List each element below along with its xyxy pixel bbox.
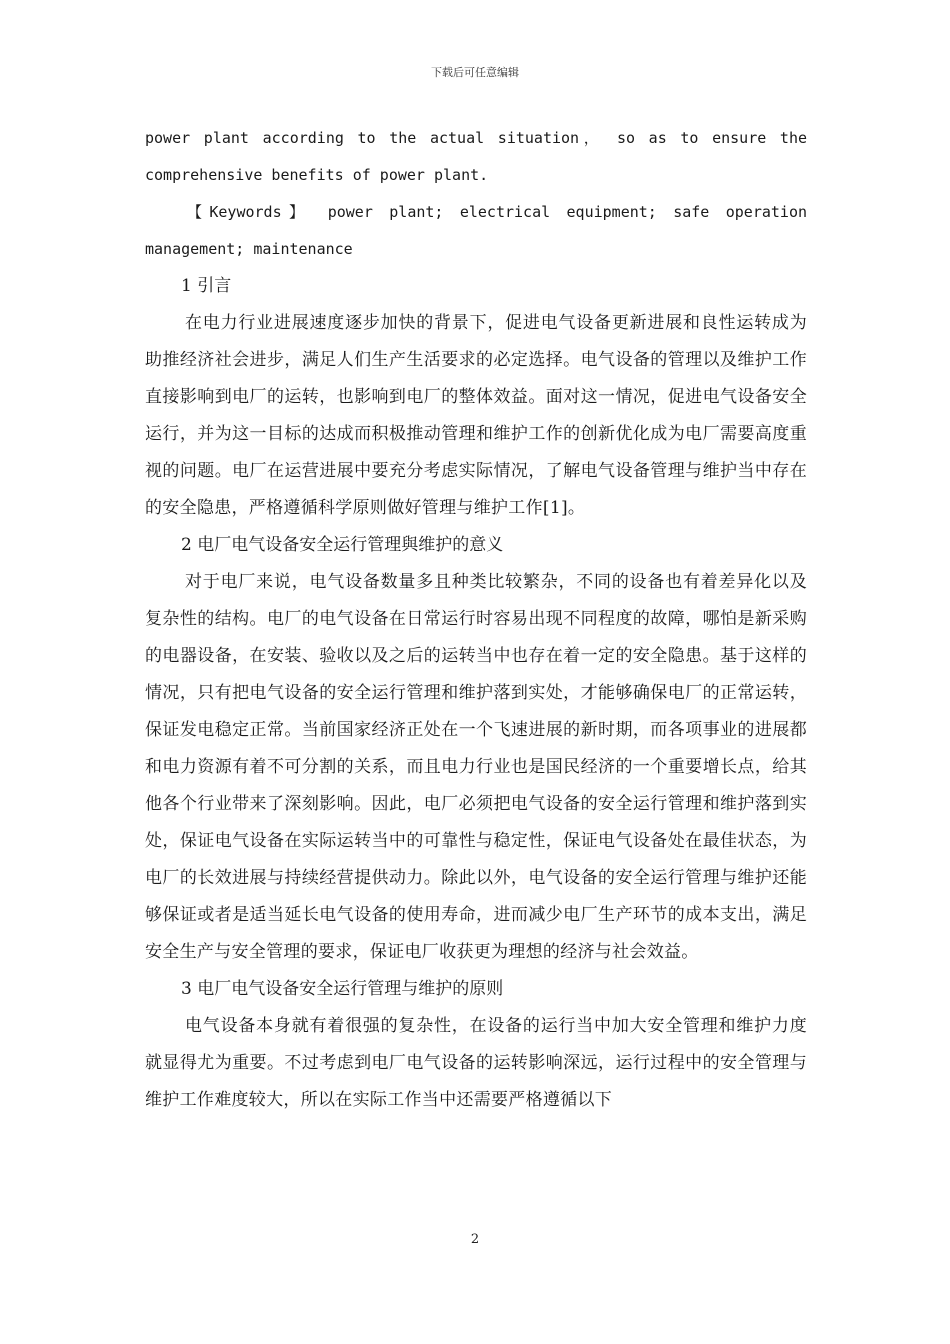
keywords-text: power plant; electrical equipment; safe operation management; maintenance (145, 203, 808, 258)
section-heading-3: 3 电厂电气设备安全运行管理与维护的原则 (181, 979, 504, 999)
keywords-label: 【Keywords】 (187, 203, 312, 221)
keywords-line (145, 194, 807, 268)
page-header: 下载后可任意编辑 (431, 66, 519, 79)
section-2-paragraph: 对于电厂来说，电气设备数量多且种类比较繁杂，不同的设备也有着差异化以及复杂性的结构。电厂的电气设备在日常运行时容易出现不同程度的故障，哪怕是新采购的电器设备，在安装、验收以及之后的运转当中也存在着一定的安全隐患。基于这样的情况，只有把电气设备的安全运行管理和维护落到实处，才能够确保电厂的正常运转，保证发电稳定正常。当前国家经济正处在一个飞速进展的新时期，而各项事业的进展都和电力资源有着不可分割的关系，而且电力行业也是国民经济的一个重要增长点，给其他各个行业带来了深刻影响。因此，电厂必须把电气设备的安全运行管理和维护落到实处，保证电气设备在实际运转当中的可靠性与稳定性，保证电气设备处在最佳状态，为电厂的长效进展与持续经营提供动力。除此以外，电气设备的安全运行管理与维护还能够保证或者是适当延长电气设备的使用寿命，进而减少电厂生产环节的成本支出，满足安全生产与安全管理的要求，保证电厂收获更为理想的经济与社会效益。 (145, 572, 807, 962)
section-heading-2: 2 电厂电气设备安全运行管理與维护的意义 (181, 535, 504, 555)
document-body (145, 120, 807, 1119)
abstract-tail: power plant according to the actual situation， so as to ensure the comprehensive benefits of power plant. (145, 129, 807, 184)
section-heading-1: 1 引言 (181, 276, 232, 296)
section-1-paragraph: 在电力行业进展速度逐步加快的背景下，促进电气设备更新进展和良性运转成为助推经济社会进步，满足人们生产生活要求的必定选择。电气设备的管理以及维护工作直接影响到电厂的运转，也影响到电厂的整体效益。面对这一情况，促进电气设备安全运行，并为这一目标的达成而积极推动管理和维护工作的创新优化成为电厂需要高度重视的问题。电厂在运营进展中要充分考虑实际情况，了解电气设备管理与维护当中存在的安全隐患，严格遵循科学原则做好管理与维护工作[1]。 (145, 313, 807, 518)
section-3-paragraph: 电气设备本身就有着很强的复杂性，在设备的运行当中加大安全管理和维护力度就显得尤为重要。不过考虑到电厂电气设备的运转影响深远，运行过程中的安全管理与维护工作难度较大，所以在实际工作当中还需要严格遵循以下 (145, 1016, 807, 1110)
page-number: 2 (470, 1232, 480, 1247)
